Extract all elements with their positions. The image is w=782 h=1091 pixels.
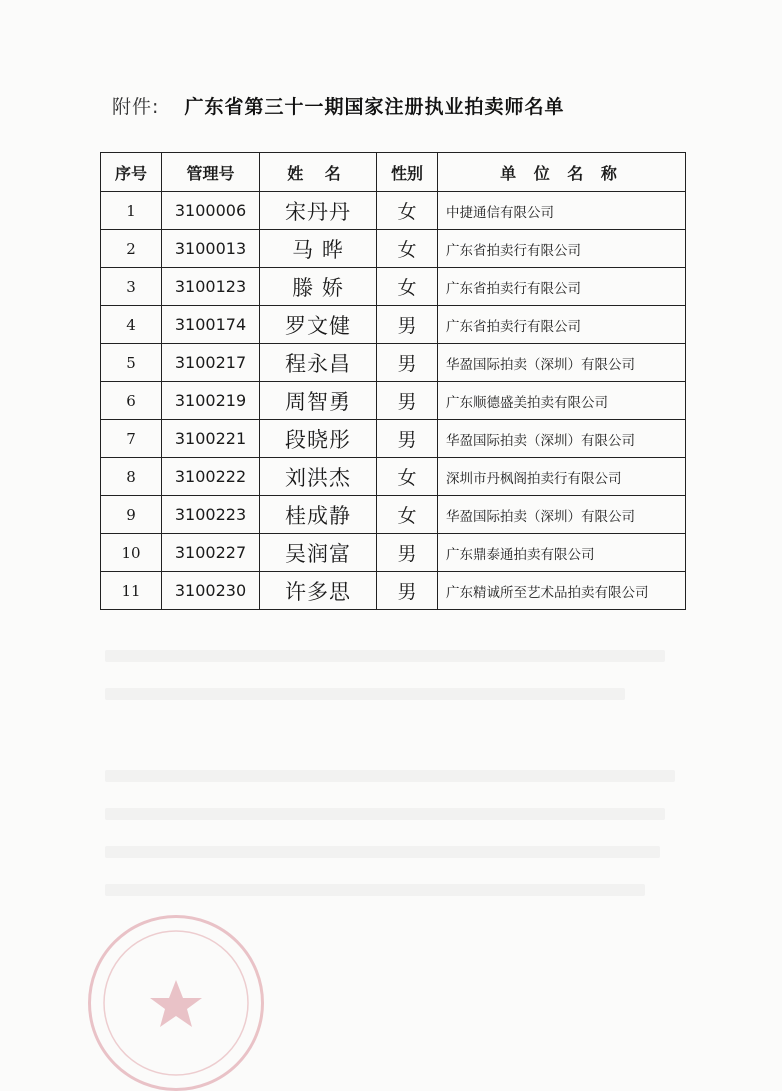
cell-gender: 男 [377, 534, 438, 572]
cell-seq: 7 [101, 420, 162, 458]
cell-seq: 2 [101, 230, 162, 268]
column-header-name: 姓 名 [260, 153, 377, 192]
document-header [112, 92, 564, 119]
cell-name: 程永昌 [260, 344, 377, 382]
cell-gender: 女 [377, 268, 438, 306]
cell-gender: 男 [377, 382, 438, 420]
cell-unit: 深圳市丹枫阁拍卖行有限公司 [438, 458, 686, 496]
table-header-row [101, 153, 686, 192]
cell-mgmt-no: 3100222 [162, 458, 260, 496]
cell-gender: 男 [377, 572, 438, 610]
cell-seq: 3 [101, 268, 162, 306]
cell-unit: 广东省拍卖行有限公司 [438, 230, 686, 268]
table-row [101, 192, 686, 230]
cell-seq: 6 [101, 382, 162, 420]
official-seal [88, 915, 264, 1091]
cell-seq: 8 [101, 458, 162, 496]
bleed-through-line [105, 770, 675, 782]
table-row [101, 306, 686, 344]
page-title: 广东省第三十一期国家注册执业拍卖师名单 [184, 96, 565, 118]
table-row [101, 382, 686, 420]
cell-seq: 4 [101, 306, 162, 344]
cell-gender: 女 [377, 458, 438, 496]
table-row [101, 458, 686, 496]
column-header-gender: 性别 [377, 153, 438, 192]
auctioneer-roster-table [100, 152, 686, 610]
table-row [101, 344, 686, 382]
cell-seq: 5 [101, 344, 162, 382]
cell-mgmt-no: 3100013 [162, 230, 260, 268]
cell-gender: 男 [377, 344, 438, 382]
cell-unit: 华盈国际拍卖（深圳）有限公司 [438, 420, 686, 458]
cell-name: 许多思 [260, 572, 377, 610]
table-row [101, 572, 686, 610]
cell-gender: 男 [377, 306, 438, 344]
cell-mgmt-no: 3100217 [162, 344, 260, 382]
cell-gender: 男 [377, 420, 438, 458]
cell-name: 刘洪杰 [260, 458, 377, 496]
table-row [101, 496, 686, 534]
cell-gender: 女 [377, 230, 438, 268]
column-header-seq: 序号 [101, 153, 162, 192]
cell-mgmt-no: 3100006 [162, 192, 260, 230]
cell-unit: 华盈国际拍卖（深圳）有限公司 [438, 496, 686, 534]
red-star-seal-icon [91, 918, 261, 1088]
cell-unit: 广东鼎泰通拍卖有限公司 [438, 534, 686, 572]
cell-name: 吴润富 [260, 534, 377, 572]
cell-unit: 广东精诚所至艺术品拍卖有限公司 [438, 572, 686, 610]
cell-name: 罗文健 [260, 306, 377, 344]
bleed-through-line [105, 650, 665, 662]
cell-unit: 广东顺德盛美拍卖有限公司 [438, 382, 686, 420]
cell-gender: 女 [377, 496, 438, 534]
bleed-through-line [105, 808, 665, 820]
column-header-mgmt-no: 管理号 [162, 153, 260, 192]
bleed-through-line [105, 846, 660, 858]
table-row [101, 420, 686, 458]
cell-mgmt-no: 3100223 [162, 496, 260, 534]
attachment-label: 附件: [112, 96, 160, 118]
cell-gender: 女 [377, 192, 438, 230]
cell-unit: 广东省拍卖行有限公司 [438, 268, 686, 306]
cell-name: 段晓彤 [260, 420, 377, 458]
cell-mgmt-no: 3100219 [162, 382, 260, 420]
column-header-unit: 单 位 名 称 [438, 153, 686, 192]
cell-unit: 华盈国际拍卖（深圳）有限公司 [438, 344, 686, 382]
cell-mgmt-no: 3100221 [162, 420, 260, 458]
cell-name: 马 晔 [260, 230, 377, 268]
cell-seq: 11 [101, 572, 162, 610]
cell-name: 周智勇 [260, 382, 377, 420]
cell-mgmt-no: 3100227 [162, 534, 260, 572]
cell-seq: 10 [101, 534, 162, 572]
cell-name: 宋丹丹 [260, 192, 377, 230]
table-row [101, 534, 686, 572]
bleed-through-line [105, 884, 645, 896]
cell-name: 桂成静 [260, 496, 377, 534]
cell-mgmt-no: 3100174 [162, 306, 260, 344]
cell-name: 滕 娇 [260, 268, 377, 306]
cell-mgmt-no: 3100230 [162, 572, 260, 610]
cell-unit: 中捷通信有限公司 [438, 192, 686, 230]
table-row [101, 230, 686, 268]
bleed-through-line [105, 688, 625, 700]
cell-seq: 9 [101, 496, 162, 534]
cell-unit: 广东省拍卖行有限公司 [438, 306, 686, 344]
cell-mgmt-no: 3100123 [162, 268, 260, 306]
table-row [101, 268, 686, 306]
cell-seq: 1 [101, 192, 162, 230]
